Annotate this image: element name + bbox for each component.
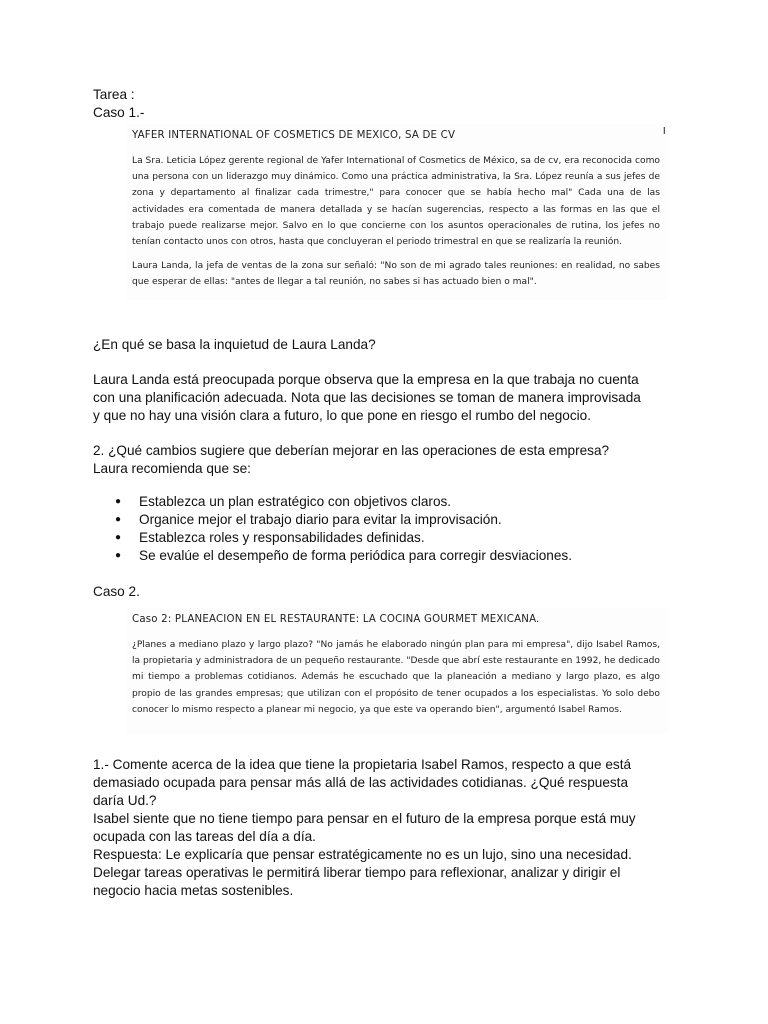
bullet-icon: ● <box>115 514 122 525</box>
answer-1-line-3: y que no hay una visión clara a futuro, lo que pone en riesgo el rumbo del negocio. <box>93 408 592 423</box>
question-2: 2. ¿Qué cambios sugiere que deberían mejorar en las operaciones de esta empresa? <box>93 443 610 458</box>
caso2-scanned-excerpt <box>126 608 668 734</box>
bullet-icon: ● <box>115 496 122 507</box>
caso1-label: Caso 1.- <box>93 105 145 120</box>
list-item-text: Organice mejor el trabajo diario para evitar la improvisación. <box>139 512 502 527</box>
caso2-label: Caso 2. <box>93 584 140 599</box>
answer-3-line-2: ocupada con las tareas del día a día. <box>93 829 316 844</box>
question-2-intro: Laura recomienda que se: <box>93 461 251 476</box>
question-3-line-3: daría Ud.? <box>93 793 157 808</box>
answer-3-line-5: negocio hacia metas sostenibles. <box>93 883 294 898</box>
caso1-scan-title: YAFER INTERNATIONAL OF COSMETICS DE MEXICO, SA DE CV <box>132 130 456 141</box>
question-1: ¿En qué se basa la inquietud de Laura Landa? <box>93 337 376 352</box>
bullet-icon: ● <box>115 532 122 543</box>
question-3-line-1: 1.- Comente acerca de la idea que tiene la propietaria Isabel Ramos, respecto a que está <box>93 757 632 772</box>
answer-1-line-2: con una planificación adecuada. Nota que las decisiones se toman de manera improvisada <box>93 390 641 405</box>
caso2-scan-paragraph-1: ¿Planes a mediano plazo y largo plazo? "No jamás he elaborado ningún plan para mi empresa", dijo Isabel Ramos, la propietaria y administradora de un pequeño restaurante. "Desde que abrí este restaurante en 1992, he dedicado mi tiempo a problemas cotidianos. Además he escuchado que la planeación a mediano y largo plazo, es algo propio de las grandes empresas; que utilizan con el propósito de tener ocupados a los especialistas. Yo solo debo conocer lo mismo respecto a planear mi negocio, ya que este va operando bien", argumentó Isabel Ramos. <box>132 640 660 715</box>
question-3-line-2: demasiado ocupada para pensar más allá de las actividades cotidianas. ¿Qué respuesta <box>93 775 629 790</box>
caso1-scan-paragraph-2: Laura Landa, la jefa de ventas de la zona sur señaló: "No son de mi agrado tales reuniones: en realidad, no sabes que esperar de ellas: "antes de llegar a tal reunión, no sabes si has actuado bien o mal". <box>132 261 660 288</box>
list-item-text: Establezca un plan estratégico con objetivos claros. <box>139 494 452 509</box>
bullet-icon: ● <box>115 550 122 561</box>
list-item <box>93 547 572 565</box>
list-item-text: Establezca roles y responsabilidades definidas. <box>139 530 425 545</box>
answer-3-line-1: Isabel siente que no tiene tiempo para pensar en el futuro de la empresa porque está muy <box>93 811 636 826</box>
answer-3-line-3: Respuesta: Le explicaría que pensar estratégicamente no es un lujo, sino una necesidad. <box>93 847 632 862</box>
answer-3-line-4: Delegar tareas operativas le permitirá liberar tiempo para reflexionar, analizar y dirigir el <box>93 865 621 880</box>
answer-1-line-1: Laura Landa está preocupada porque observa que la empresa en la que trabaja no cuenta <box>93 372 639 387</box>
list-item-text: Se evalúe el desempeño de forma periódica para corregir desviaciones. <box>139 548 572 563</box>
tarea-heading: Tarea : <box>93 87 135 102</box>
list-item <box>93 529 572 547</box>
caso2-scan-title: Caso 2: PLANEACION EN EL RESTAURANTE: LA COCINA GOURMET MEXICANA. <box>132 614 540 625</box>
caso1-scanned-excerpt <box>126 124 668 300</box>
list-item <box>93 511 572 529</box>
corner-mark: ı <box>662 123 666 137</box>
recommendations-list <box>93 493 572 565</box>
caso1-scan-paragraph-1: La Sra. Leticia López gerente regional de Yafer International of Cosmetics de México, sa de cv, era reconocida como una persona con un liderazgo muy dinámico. Como una práctica administrativa, la Sra. López reunía a sus jefes de zona y departamento al finalizar cada trimestre," para conocer que se había hecho mal" Cada una de las actividades era comentada de manera detallada y se hacían sugerencias, respecto a las formas en las que el trabajo puede realizarse mejor. Salvo en lo que concierne con los asuntos operacionales de rutina, los jefes no tenían contacto unos con otros, hasta que concluyeran el periodo trimestral en que se realizaría la reunión. <box>132 156 660 248</box>
list-item <box>93 493 572 511</box>
